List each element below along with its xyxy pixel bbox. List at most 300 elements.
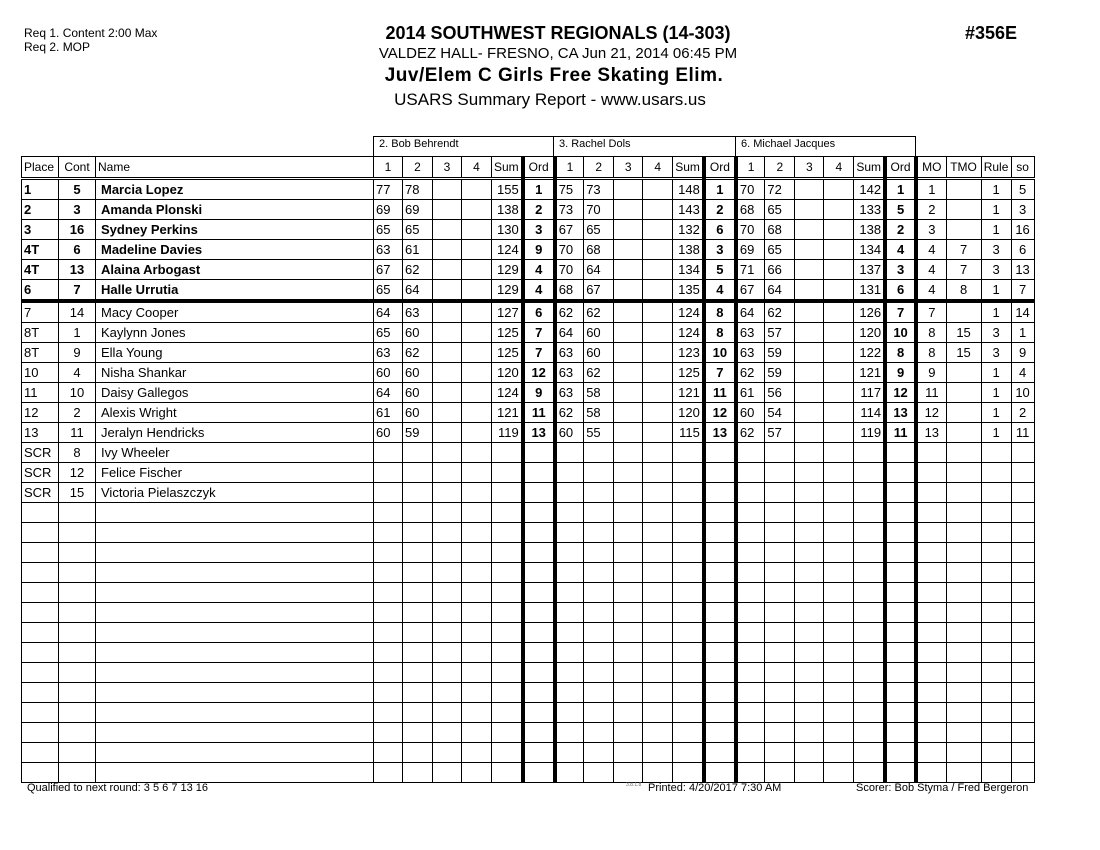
judge1-score2 <box>403 483 433 503</box>
empty-cell <box>824 503 854 523</box>
judge1-sum: 119 <box>492 423 523 443</box>
printed-timestamp: Printed: 4/20/2017 7:30 AM <box>648 782 782 794</box>
table-row <box>22 443 1035 463</box>
version-label: 3.8.1.8 <box>626 782 642 788</box>
empty-cell <box>673 563 704 583</box>
judge2-score4 <box>643 483 673 503</box>
so-cell: 3 <box>1011 200 1034 220</box>
empty-cell <box>59 603 96 623</box>
col-j1-s3: 3 <box>433 157 462 179</box>
judge2-score1: 67 <box>555 220 584 240</box>
judge3-score1 <box>736 483 765 503</box>
empty-cell <box>765 683 795 703</box>
mo-cell: 8 <box>916 323 946 343</box>
judge1-score4 <box>462 403 492 423</box>
judge3-score4 <box>824 280 854 302</box>
rule-cell: 1 <box>981 200 1011 220</box>
judge3-ordinal: 5 <box>885 200 916 220</box>
judge2-score1: 63 <box>555 363 584 383</box>
empty-cell <box>704 543 736 563</box>
place-cell: 3 <box>22 220 59 240</box>
empty-cell <box>523 703 555 723</box>
so-cell: 14 <box>1011 301 1034 323</box>
empty-cell <box>795 703 824 723</box>
empty-cell <box>795 563 824 583</box>
rule-cell: 1 <box>981 179 1011 200</box>
tmo-cell <box>946 179 981 200</box>
venue-datetime: VALDEZ HALL- FRESNO, CA Jun 21, 2014 06:45 PM <box>378 45 738 62</box>
judge2-score2: 62 <box>584 363 614 383</box>
empty-cell <box>584 703 614 723</box>
judge3-score2: 72 <box>765 179 795 200</box>
judge3-score4 <box>824 323 854 343</box>
judge2-ordinal: 10 <box>704 343 736 363</box>
empty-cell <box>1011 683 1034 703</box>
empty-cell <box>433 563 462 583</box>
empty-cell <box>433 703 462 723</box>
empty-cell <box>584 743 614 763</box>
empty-cell <box>643 523 673 543</box>
empty-cell <box>1011 643 1034 663</box>
empty-cell <box>795 543 824 563</box>
empty-cell <box>492 543 523 563</box>
judge1-ordinal: 1 <box>523 179 555 200</box>
place-cell: 10 <box>22 363 59 383</box>
rule-cell: 3 <box>981 323 1011 343</box>
judge2-score1 <box>555 463 584 483</box>
judge3-score2: 54 <box>765 403 795 423</box>
table-row <box>22 423 1035 443</box>
empty-cell <box>643 683 673 703</box>
judge1-score4 <box>462 200 492 220</box>
empty-cell <box>795 763 824 783</box>
judge2-score4 <box>643 200 673 220</box>
empty-cell <box>523 623 555 643</box>
judge3-sum <box>854 463 885 483</box>
empty-cell <box>916 563 946 583</box>
empty-cell <box>824 683 854 703</box>
empty-cell <box>584 663 614 683</box>
empty-cell <box>614 683 643 703</box>
judge3-sum: 137 <box>854 260 885 280</box>
empty-cell <box>555 683 584 703</box>
judge1-score2: 59 <box>403 423 433 443</box>
empty-cell <box>1011 763 1034 783</box>
requirement-2: Req 2. MOP <box>24 40 91 54</box>
rule-cell <box>981 463 1011 483</box>
judge1-score4 <box>462 463 492 483</box>
empty-cell <box>765 543 795 563</box>
judge3-ordinal <box>885 443 916 463</box>
judge2-ordinal <box>704 483 736 503</box>
empty-cell <box>614 523 643 543</box>
table-row <box>22 343 1035 363</box>
empty-cell <box>403 723 433 743</box>
judge3-score3 <box>795 323 824 343</box>
empty-cell <box>673 603 704 623</box>
judge1-ordinal: 9 <box>523 240 555 260</box>
judge3-score4 <box>824 383 854 403</box>
empty-cell <box>946 683 981 703</box>
tmo-cell: 15 <box>946 323 981 343</box>
mo-cell: 8 <box>916 343 946 363</box>
judge3-score1: 62 <box>736 423 765 443</box>
col-tmo: TMO <box>946 157 981 179</box>
empty-cell <box>795 523 824 543</box>
judge3-ordinal: 13 <box>885 403 916 423</box>
empty-cell <box>736 623 765 643</box>
empty-cell <box>854 503 885 523</box>
rule-cell: 1 <box>981 383 1011 403</box>
col-j1-sum: Sum <box>492 157 523 179</box>
empty-cell <box>96 583 374 603</box>
judge3-score3 <box>795 403 824 423</box>
judge3-score2: 65 <box>765 200 795 220</box>
empty-cell <box>59 623 96 643</box>
judge2-score4 <box>643 280 673 302</box>
judge1-sum: 120 <box>492 363 523 383</box>
tmo-cell <box>946 383 981 403</box>
judge2-score2 <box>584 463 614 483</box>
empty-cell <box>96 703 374 723</box>
judge2-ordinal: 6 <box>704 220 736 240</box>
judge2-score4 <box>643 301 673 323</box>
judge2-score2 <box>584 483 614 503</box>
empty-cell <box>854 643 885 663</box>
judge1-score2: 78 <box>403 179 433 200</box>
empty-row <box>22 763 1035 783</box>
empty-cell <box>824 543 854 563</box>
judge1-ordinal: 2 <box>523 200 555 220</box>
table-row <box>22 280 1035 302</box>
empty-cell <box>673 703 704 723</box>
empty-cell <box>824 703 854 723</box>
empty-cell <box>795 503 824 523</box>
judge1-score1: 64 <box>374 301 403 323</box>
empty-cell <box>492 763 523 783</box>
empty-cell <box>704 643 736 663</box>
empty-cell <box>492 583 523 603</box>
tmo-cell: 8 <box>946 280 981 302</box>
judge1-ordinal <box>523 443 555 463</box>
empty-cell <box>916 723 946 743</box>
col-j3-s1: 1 <box>736 157 765 179</box>
judge3-score2 <box>765 443 795 463</box>
judge2-sum <box>673 483 704 503</box>
cont-cell: 7 <box>59 280 96 302</box>
empty-cell <box>462 543 492 563</box>
empty-cell <box>614 563 643 583</box>
col-j3-s4: 4 <box>824 157 854 179</box>
empty-cell <box>492 683 523 703</box>
judge3-score3 <box>795 383 824 403</box>
judge1-score1: 64 <box>374 383 403 403</box>
empty-cell <box>824 623 854 643</box>
empty-cell <box>946 723 981 743</box>
empty-cell <box>643 603 673 623</box>
empty-cell <box>462 683 492 703</box>
judge1-score1: 61 <box>374 403 403 423</box>
judge1-score1: 60 <box>374 423 403 443</box>
cont-cell: 10 <box>59 383 96 403</box>
empty-cell <box>795 603 824 623</box>
judge2-sum: 124 <box>673 323 704 343</box>
empty-cell <box>614 763 643 783</box>
empty-cell <box>614 503 643 523</box>
empty-cell <box>374 543 403 563</box>
judge2-score1: 70 <box>555 240 584 260</box>
cont-cell: 16 <box>59 220 96 240</box>
judge2-sum: 115 <box>673 423 704 443</box>
empty-cell <box>643 763 673 783</box>
empty-cell <box>704 723 736 743</box>
empty-cell <box>673 583 704 603</box>
empty-cell <box>555 503 584 523</box>
empty-cell <box>614 583 643 603</box>
empty-cell <box>643 583 673 603</box>
judge3-sum: 120 <box>854 323 885 343</box>
col-j2-s1: 1 <box>555 157 584 179</box>
judge2-score3 <box>614 403 643 423</box>
judge3-score2 <box>765 463 795 483</box>
judge1-score3 <box>433 403 462 423</box>
judge3-score2: 59 <box>765 363 795 383</box>
empty-cell <box>523 583 555 603</box>
empty-cell <box>59 583 96 603</box>
judge1-score4 <box>462 383 492 403</box>
judge1-sum: 138 <box>492 200 523 220</box>
competition-title: 2014 SOUTHWEST REGIONALS (14-303) <box>385 23 731 43</box>
place-cell: 12 <box>22 403 59 423</box>
tmo-cell <box>946 443 981 463</box>
judge3-score3 <box>795 463 824 483</box>
tmo-cell: 7 <box>946 240 981 260</box>
empty-cell <box>584 643 614 663</box>
judge1-ordinal: 13 <box>523 423 555 443</box>
mo-cell: 2 <box>916 200 946 220</box>
empty-cell <box>704 623 736 643</box>
place-cell: 6 <box>22 280 59 302</box>
place-cell: 7 <box>22 301 59 323</box>
empty-cell <box>462 623 492 643</box>
empty-cell <box>704 583 736 603</box>
place-cell: SCR <box>22 463 59 483</box>
so-cell <box>1011 463 1034 483</box>
empty-cell <box>96 643 374 663</box>
empty-cell <box>704 523 736 543</box>
empty-row <box>22 543 1035 563</box>
empty-cell <box>946 583 981 603</box>
empty-cell <box>59 743 96 763</box>
empty-cell <box>584 683 614 703</box>
judge3-sum: 142 <box>854 179 885 200</box>
judge2-sum: 121 <box>673 383 704 403</box>
rule-cell: 3 <box>981 260 1011 280</box>
judge3-score2 <box>765 483 795 503</box>
judge3-score3 <box>795 443 824 463</box>
empty-cell <box>59 723 96 743</box>
empty-cell <box>824 523 854 543</box>
empty-cell <box>374 643 403 663</box>
empty-cell <box>736 583 765 603</box>
judge1-score3 <box>433 220 462 240</box>
judge2-score4 <box>643 423 673 443</box>
empty-cell <box>885 543 916 563</box>
judge1-score1: 65 <box>374 280 403 302</box>
cont-cell: 6 <box>59 240 96 260</box>
judge3-score3 <box>795 220 824 240</box>
empty-cell <box>1011 543 1034 563</box>
empty-cell <box>765 723 795 743</box>
judge3-sum: 119 <box>854 423 885 443</box>
empty-cell <box>584 763 614 783</box>
judge2-score2: 70 <box>584 200 614 220</box>
column-header-row <box>22 157 1035 179</box>
empty-cell <box>523 763 555 783</box>
skater-name: Madeline Davies <box>96 240 374 260</box>
empty-row <box>22 603 1035 623</box>
empty-cell <box>916 623 946 643</box>
skater-name: Halle Urrutia <box>96 280 374 302</box>
judge2-score1: 70 <box>555 260 584 280</box>
judge2-score4 <box>643 179 673 200</box>
empty-cell <box>854 623 885 643</box>
empty-cell <box>1011 583 1034 603</box>
empty-cell <box>765 663 795 683</box>
empty-cell <box>462 583 492 603</box>
judge2-score4 <box>643 443 673 463</box>
judge1-score1 <box>374 483 403 503</box>
rule-cell: 1 <box>981 280 1011 302</box>
so-cell: 1 <box>1011 323 1034 343</box>
judge2-score2: 58 <box>584 383 614 403</box>
empty-cell <box>946 743 981 763</box>
empty-cell <box>433 663 462 683</box>
judge2-score3 <box>614 260 643 280</box>
judge2-sum: 125 <box>673 363 704 383</box>
judge3-ordinal: 3 <box>885 260 916 280</box>
mo-cell: 7 <box>916 301 946 323</box>
empty-cell <box>795 723 824 743</box>
empty-cell <box>765 563 795 583</box>
judge2-ordinal: 1 <box>704 179 736 200</box>
rule-cell: 1 <box>981 301 1011 323</box>
skater-name: Sydney Perkins <box>96 220 374 240</box>
judge2-score2: 68 <box>584 240 614 260</box>
judge3-score3 <box>795 343 824 363</box>
empty-cell <box>374 743 403 763</box>
col-j3-sum: Sum <box>854 157 885 179</box>
rule-cell: 1 <box>981 403 1011 423</box>
empty-cell <box>765 643 795 663</box>
empty-cell <box>462 603 492 623</box>
empty-cell <box>584 623 614 643</box>
judge1-score3 <box>433 323 462 343</box>
empty-cell <box>916 503 946 523</box>
col-j1-s2: 2 <box>403 157 433 179</box>
judge1-score3 <box>433 443 462 463</box>
empty-cell <box>22 723 59 743</box>
place-cell: SCR <box>22 443 59 463</box>
empty-cell <box>673 723 704 743</box>
empty-cell <box>981 523 1011 543</box>
place-cell: 4T <box>22 260 59 280</box>
judge3-score2: 66 <box>765 260 795 280</box>
judge1-sum: 124 <box>492 240 523 260</box>
judge1-sum: 155 <box>492 179 523 200</box>
so-cell: 11 <box>1011 423 1034 443</box>
judge3-score1: 70 <box>736 179 765 200</box>
tmo-cell <box>946 403 981 423</box>
judge2-sum: 124 <box>673 301 704 323</box>
judge1-score4 <box>462 240 492 260</box>
empty-cell <box>374 583 403 603</box>
judge3-score4 <box>824 423 854 443</box>
judge1-score2: 62 <box>403 343 433 363</box>
empty-cell <box>765 743 795 763</box>
judge1-score4 <box>462 301 492 323</box>
empty-cell <box>736 523 765 543</box>
judge3-sum: 134 <box>854 240 885 260</box>
empty-cell <box>765 603 795 623</box>
judge-header-3: 6. Michael Jacques <box>735 136 916 156</box>
empty-cell <box>96 523 374 543</box>
judge2-score3 <box>614 323 643 343</box>
empty-cell <box>673 543 704 563</box>
judge1-score4 <box>462 323 492 343</box>
judge3-ordinal: 7 <box>885 301 916 323</box>
judge3-sum: 117 <box>854 383 885 403</box>
judge2-sum: 132 <box>673 220 704 240</box>
col-j2-ord: Ord <box>704 157 736 179</box>
empty-cell <box>96 663 374 683</box>
empty-row <box>22 723 1035 743</box>
empty-cell <box>403 763 433 783</box>
judge3-score3 <box>795 363 824 383</box>
empty-cell <box>403 623 433 643</box>
empty-cell <box>854 583 885 603</box>
col-j2-s2: 2 <box>584 157 614 179</box>
judge3-score4 <box>824 260 854 280</box>
empty-cell <box>736 603 765 623</box>
judge1-score1: 65 <box>374 323 403 343</box>
table-row <box>22 200 1035 220</box>
judge2-score3 <box>614 200 643 220</box>
empty-cell <box>614 543 643 563</box>
empty-cell <box>433 743 462 763</box>
empty-cell <box>916 603 946 623</box>
empty-cell <box>854 683 885 703</box>
so-cell: 7 <box>1011 280 1034 302</box>
judge3-sum <box>854 443 885 463</box>
empty-cell <box>403 583 433 603</box>
empty-cell <box>433 603 462 623</box>
empty-row <box>22 503 1035 523</box>
empty-cell <box>433 623 462 643</box>
empty-cell <box>946 563 981 583</box>
empty-cell <box>374 563 403 583</box>
empty-cell <box>981 703 1011 723</box>
judge1-sum: 129 <box>492 280 523 302</box>
mo-cell <box>916 463 946 483</box>
judge3-sum: 122 <box>854 343 885 363</box>
tmo-cell: 15 <box>946 343 981 363</box>
empty-cell <box>643 663 673 683</box>
empty-cell <box>492 743 523 763</box>
judge3-score4 <box>824 179 854 200</box>
event-number: #356E <box>965 23 1018 43</box>
empty-cell <box>946 663 981 683</box>
